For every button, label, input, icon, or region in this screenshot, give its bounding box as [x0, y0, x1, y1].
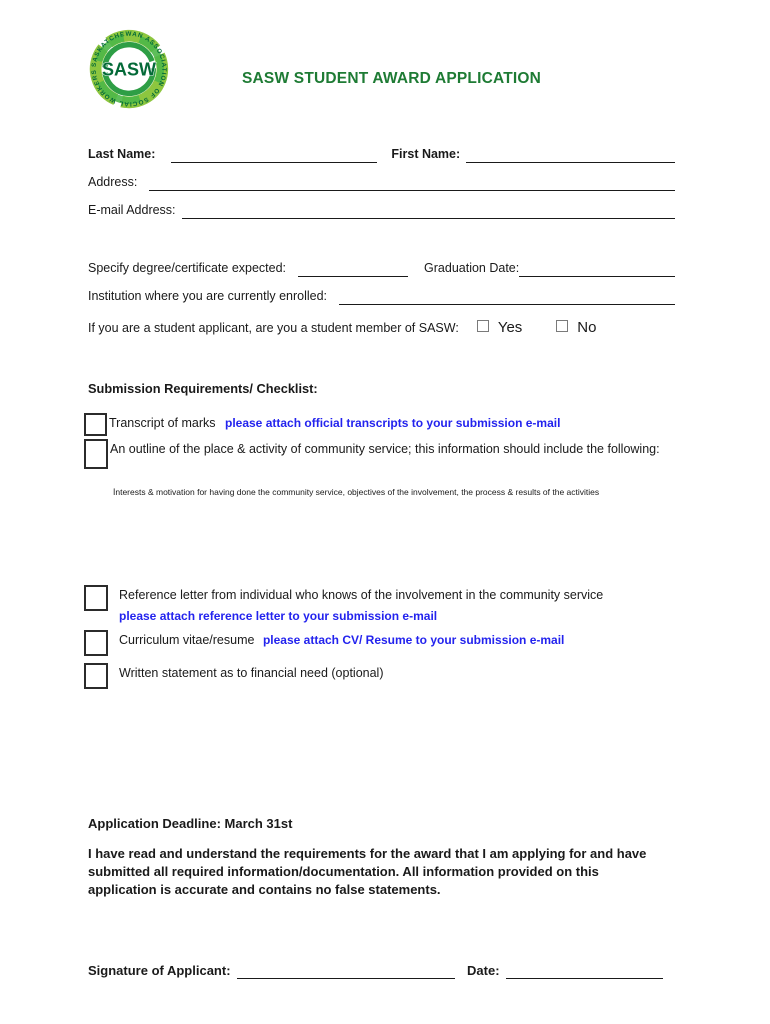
first-name-label: First Name: [391, 147, 461, 161]
last-name-field[interactable] [171, 146, 377, 163]
graduation-field[interactable] [519, 260, 675, 277]
reference-label: Reference letter from individual who knows of the involvement in the community service [119, 588, 604, 602]
checklist-item-cv [84, 630, 684, 656]
yes-checkbox[interactable] [477, 320, 489, 332]
cv-checkbox[interactable] [84, 630, 108, 656]
institution-field[interactable] [339, 288, 675, 305]
graduation-label: Graduation Date: [424, 261, 520, 275]
last-name-label: Last Name: [88, 147, 156, 161]
address-field[interactable] [149, 174, 675, 191]
member-row [88, 319, 675, 337]
signature-field[interactable] [237, 962, 455, 979]
degree-field[interactable] [298, 260, 408, 277]
date-field[interactable] [506, 962, 663, 979]
transcript-label: Transcript of marks [109, 416, 216, 430]
financial-label: Written statement as to financial need (optional) [119, 666, 384, 680]
checklist-item-transcript [84, 413, 684, 436]
institution-row [88, 288, 675, 305]
financial-checkbox[interactable] [84, 663, 108, 689]
signature-row [88, 962, 663, 979]
checklist-item-reference [84, 585, 684, 627]
degree-label: Specify degree/certificate expected: [88, 261, 287, 275]
logo-center-text: SASW [102, 59, 156, 80]
email-field[interactable] [182, 202, 675, 219]
checklist-heading: Submission Requirements/ Checklist: [88, 381, 318, 396]
deadline-text: Application Deadline: March 31st [88, 816, 293, 831]
reference-note: please attach reference letter to your submission e-mail [119, 609, 438, 623]
member-question-label: If you are a student applicant, are you a student member of SASW: [88, 320, 459, 335]
no-label: No [577, 319, 597, 336]
member-option-no [556, 319, 596, 337]
no-checkbox[interactable] [556, 320, 568, 332]
member-option-yes [477, 319, 522, 337]
address-label: Address: [88, 175, 138, 189]
name-row [88, 146, 675, 163]
checklist-item-outline [84, 439, 684, 469]
logo-ring-text: SASKATCHEWAN ASSOCIATION OF SOCIAL WORKERS [90, 30, 168, 108]
email-label: E-mail Address: [88, 203, 176, 217]
outline-detail-text: İnterests & motivation for having done the community service, objectives of the involvement, the process & results of the activities [113, 487, 600, 497]
declaration-text: I have read and understand the requirements for the award that I am applying for and have submitted all required information/documentation. All information provided on this application is accurate and contains no false statements. [88, 846, 647, 898]
address-row [88, 174, 675, 191]
cv-note: please attach CV/ Resume to your submission e-mail [262, 633, 565, 647]
checklist-item-financial [84, 663, 684, 689]
first-name-field[interactable] [466, 146, 675, 163]
reference-checkbox[interactable] [84, 585, 108, 611]
email-row [88, 202, 675, 219]
cv-label: Curriculum vitae/resume [119, 633, 255, 647]
transcript-note: please attach official transcripts to your submission e-mail [225, 416, 561, 430]
yes-label: Yes [497, 319, 523, 336]
sasw-logo-graphic [84, 24, 174, 114]
date-label: Date: [467, 963, 500, 978]
page-title: SASW STUDENT AWARD APPLICATION [242, 70, 542, 87]
outline-checkbox[interactable] [84, 439, 108, 469]
institution-label: Institution where you are currently enrolled: [88, 289, 328, 303]
outline-label: An outline of the place & activity of community service; this information should include the following: [110, 442, 660, 456]
sasw-logo [84, 24, 174, 119]
degree-row [88, 260, 675, 277]
transcript-checkbox[interactable] [84, 413, 107, 436]
signature-label: Signature of Applicant: [88, 963, 231, 978]
